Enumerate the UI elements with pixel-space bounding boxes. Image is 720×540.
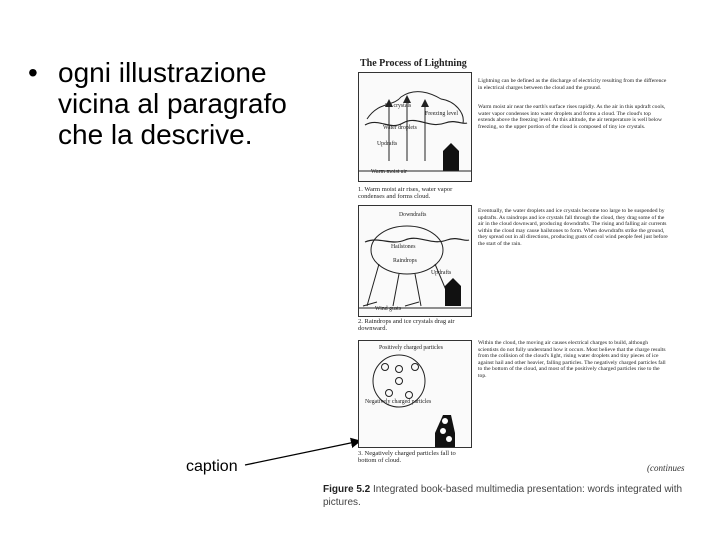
label-ice-crystals: Ice crystals xyxy=(385,103,412,109)
panel-2-illustration xyxy=(358,205,472,317)
panel-1-paragraph-1: Lightning can be defined as the discharge of electricity resulting from the difference in electrical charges between the cloud and the ground. xyxy=(478,78,667,91)
figure-caption xyxy=(323,483,693,509)
bullet-dot: • xyxy=(28,57,38,88)
label-updrafts: Updrafts xyxy=(377,141,398,147)
figure-text: Integrated book-based multimedia presentation: words integrated with pictures. xyxy=(323,484,683,508)
continues-note: (continues xyxy=(647,463,685,473)
label-updrafts-2: Updrafts xyxy=(431,270,452,276)
panel-1-caption: 1. Warm moist air rises, water vapor condenses and forms cloud. xyxy=(358,186,453,200)
panel-3-paragraph-1: Within the cloud, the moving air causes electrical charges to build, although scientists do not fully understand how it occurs. Most believe that the charge results from the collision of the cloud's light, rising water droplets and tiny pieces of ice against hail and other heavier, falling particles. The negatively charged particles fall to the bottom of the cloud, and most of the positively charged particles rise to the top. xyxy=(478,340,666,379)
panel-3-caption: 3. Negatively charged particles fall to bottom of cloud. xyxy=(358,450,456,464)
label-positively-charged: Positively charged particles xyxy=(379,345,443,351)
panel-1-illustration xyxy=(358,72,472,182)
panel-3-illustration xyxy=(358,340,472,448)
label-downdrafts: Downdrafts xyxy=(399,212,427,218)
panel-2-paragraph-1: Eventually, the water droplets and ice crystals become too large to be suspended by updrafts. As raindrops and ice crystals fall through the cloud, they drag some of the air in the cloud downward, producing downdrafts. The rising and falling air currents within the cloud may cause hailstones to form. When downdrafts strike the ground, they spread out in all directions, producing gusts of cool wind people feel just before the start of the rain. xyxy=(478,208,668,247)
label-hailstones: Hailstones xyxy=(391,244,416,250)
label-freezing-level: Freezing level xyxy=(425,111,458,117)
caption-label: caption xyxy=(186,458,238,475)
charge-cloud-diagram xyxy=(359,341,471,447)
label-wind-gusts: Wind gusts xyxy=(375,306,402,312)
panel-2-caption: 2. Raindrops and ice crystals drag air downward. xyxy=(358,318,455,332)
panel-1-paragraph-2: Warm moist air near the earth's surface rises rapidly. As the air in this updraft cools, water vapor condenses into water droplets and forms a cloud. The cloud's top extends above the freezing level. At this altitude, the air temperature is well below freezing, so the upper portion of the cloud is composed of tiny ice crystals. xyxy=(478,104,666,130)
figure-label: Figure 5.2 xyxy=(323,484,371,495)
label-negatively-charged: Negatively charged particles xyxy=(365,399,432,405)
label-raindrops: Raindrops xyxy=(393,258,417,264)
label-water-droplets: Water droplets xyxy=(383,125,417,131)
label-warm-moist-air: Warm moist air xyxy=(371,169,407,175)
scan-title: The Process of Lightning xyxy=(360,58,467,69)
bullet-text: ogni illustrazione vicina al paragrafo che la descrive. xyxy=(58,57,287,150)
